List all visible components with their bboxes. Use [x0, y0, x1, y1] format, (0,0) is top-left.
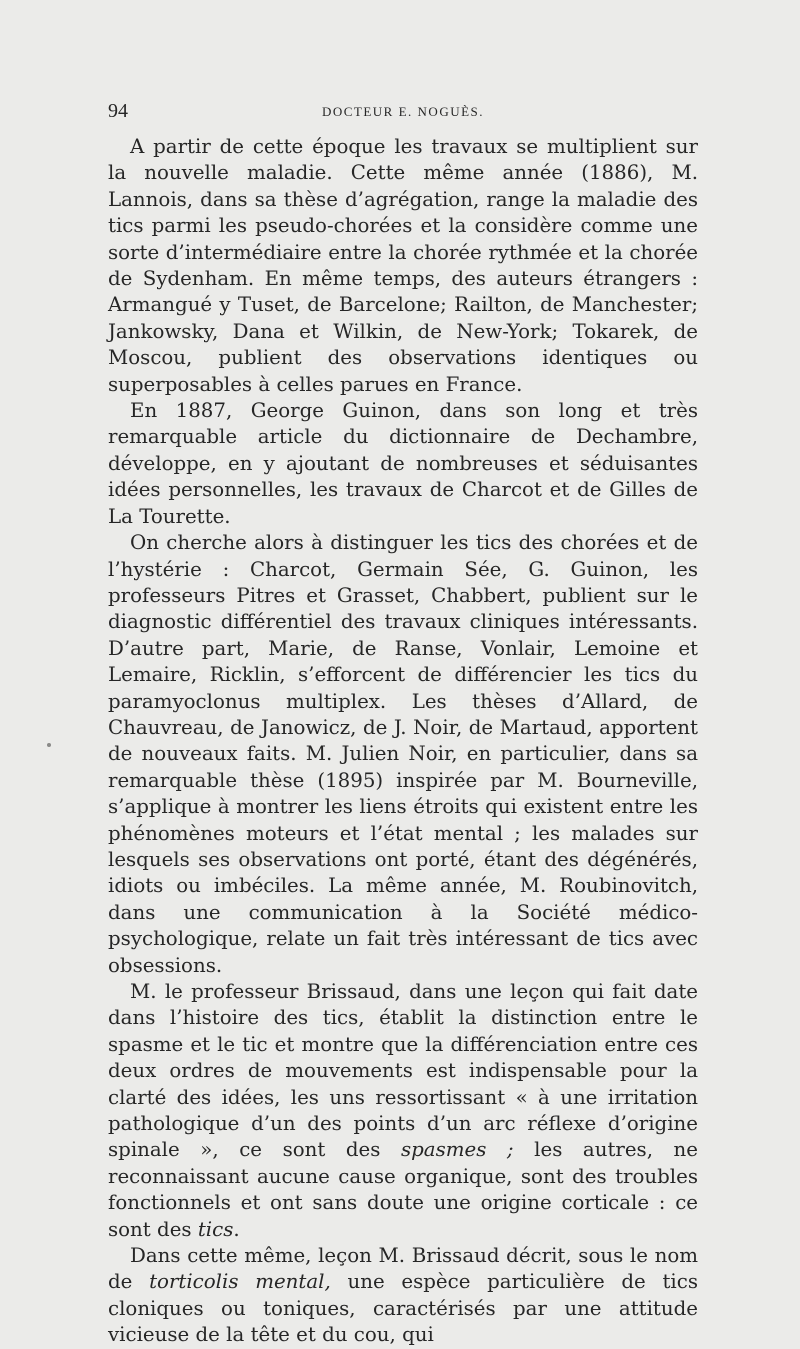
- body-text: [108, 134, 698, 1349]
- page-number: 94: [108, 100, 128, 122]
- paragraph-4: M. le professeur Brissaud, dans une leçon qui fait date dans l’histoire des tics, établit la distinction entre le spasme et le tic et montre que la différenciation entre ces deux ordres de mouvements est indispensable pour la clarté des idées, les uns ressortissant « à une irritation pathologique d’un des points d’un arc réflexe d’origine spinale », ce sont des spasmes ; les autres, ne reconnaissant aucune cause organique, sont des troubles fonctionnels et ont sans doute une origine corticale : ce sont des tics.: [108, 980, 699, 1241]
- paragraph-1: A partir de cette époque les travaux se multiplient sur la nouvelle maladie. Cette même année (1886), M. Lannois, dans sa thèse d’agrégation, range la maladie des tics parmi les pseudo-chorées et la considère comme une sorte d’intermédiaire entre la chorée rythmée et la chorée de Sydenham. En même temps, des auteurs étrangers : Armangué y Tuset, de Barcelone; Railton, de Manchester; Jankowsky, Dana et Wilkin, de New-York; Tokarek, de Moscou, publient des observations identiques ou superposables à celles parues en France.: [108, 135, 698, 396]
- paper-speck: [47, 743, 51, 747]
- paragraph-2: En 1887, George Guinon, dans son long et très remarquable article du dictionnaire de Dechambre, développe, en y ajoutant de nombreuses et séduisantes idées personnelles, les travaux de Charcot et de Gilles de La Tourette.: [108, 399, 698, 528]
- italic-term-tics: tics: [197, 1217, 234, 1241]
- italic-term-spasmes: spasmes ;: [400, 1138, 514, 1162]
- page-header: [108, 100, 698, 130]
- paragraph-3: On cherche alors à distinguer les tics des chorées et de l’hystérie : Charcot, Germain Sée, G. Guinon, les professeurs Pitres et Grasset, Chabbert, publient sur le diagnostic différentiel des travaux cliniques intéressants. D’autre part, Marie, de Ranse, Vonlair, Lemoine et Lemaire, Ricklin, s’efforcent de différencier les tics du paramyoclonus multiplex. Les thèses d’Allard, de Chauvreau, de Janowicz, de J. Noir, de Martaud, apportent de nouveaux faits. M. Julien Noir, en particulier, dans sa remarquable thèse (1895) inspirée par M. Bourneville, s’applique à montrer les liens étroits qui existent entre les phénomènes moteurs et l’état mental ; les malades sur lesquels ses observations ont porté, étant des dégénérés, idiots ou imbéciles. La même année, M. Roubinovitch, dans une communication à la Société médico-psychologique, relate un fait très intéressant de tics avec obsessions.: [108, 531, 698, 977]
- italic-term-torticolis-mental: torticolis mental,: [149, 1270, 331, 1294]
- paragraph-5: Dans cette même, leçon M. Brissaud décrit, sous le nom de torticolis mental, une espèce particulière de tics cloniques ou toniques, caractérisés par une attitude vicieuse de la tête et du cou, qui: [108, 1244, 698, 1347]
- running-title: DOCTEUR E. NOGUÈS.: [321, 104, 485, 119]
